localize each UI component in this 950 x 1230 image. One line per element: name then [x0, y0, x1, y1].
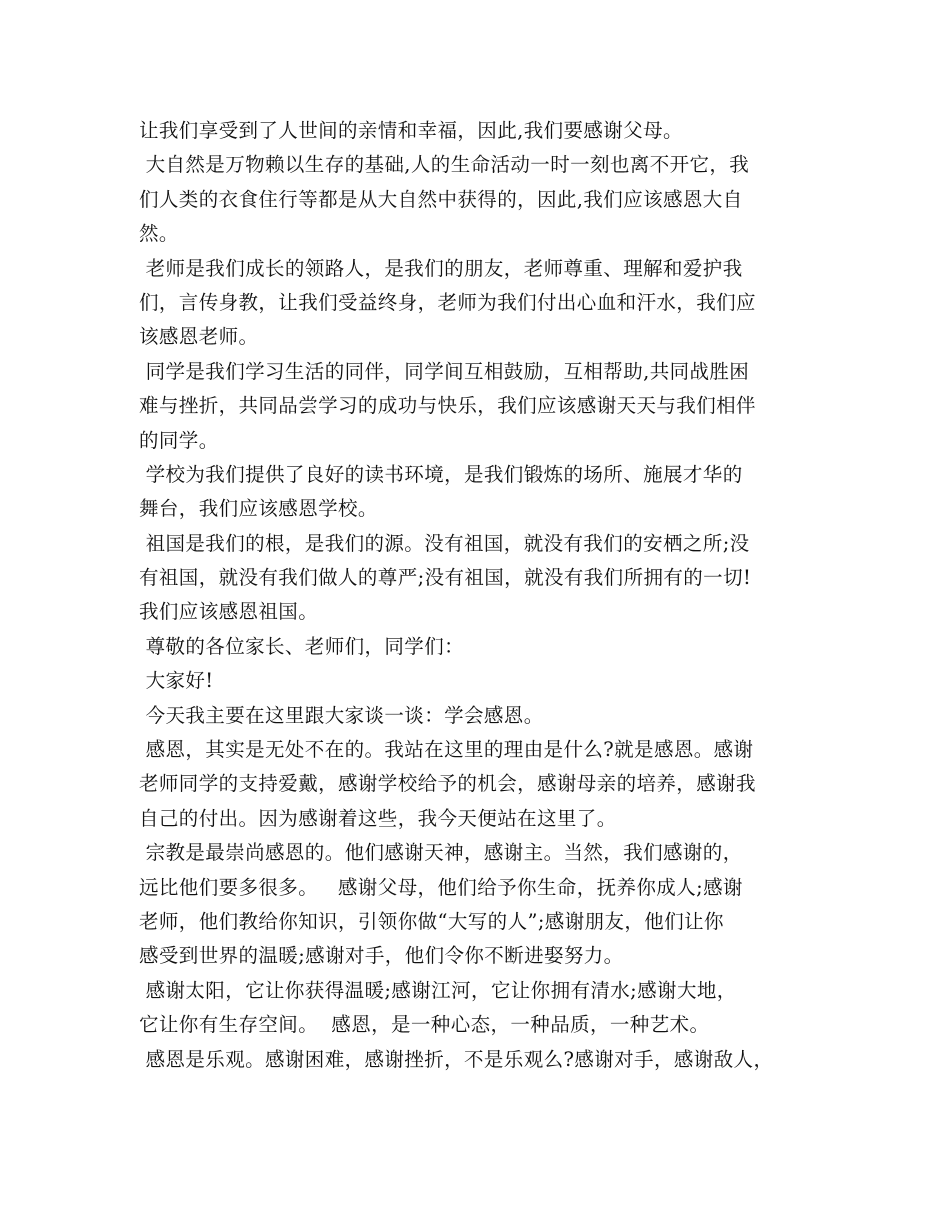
text-line: 宗教是最崇尚感恩的。他们感谢天神，感谢主。当然，我们感谢的，: [139, 841, 743, 865]
text-line: 老师同学的支持爱戴，感谢学校给予的机会，感谢母亲的培养，感谢我: [139, 772, 756, 796]
text-line: 该感恩老师。: [139, 325, 259, 349]
text-line: 我们应该感恩祖国。: [139, 600, 319, 624]
text-line: 老师，他们教给你知识，引领你做“大写的人”;感谢朋友，他们让你: [139, 909, 724, 933]
text-line: 的同学。: [139, 428, 219, 452]
text-line: 们，言传身教，让我们受益终身，老师为我们付出心血和汗水，我们应: [139, 290, 756, 314]
text-line: 远比他们要多很多。 感谢父母，他们给予你生命，抚养你成人;感谢: [139, 875, 743, 899]
text-line: 老师是我们成长的领路人，是我们的朋友，老师尊重、理解和爱护我: [139, 256, 743, 280]
text-line: 有祖国，就没有我们做人的尊严;没有祖国，就没有我们所拥有的一切!: [139, 566, 752, 590]
text-line: 自己的付出。因为感谢着这些，我今天便站在这里了。: [139, 806, 617, 830]
text-line: 感受到世界的温暖;感谢对手，他们令你不断进娶努力。: [139, 944, 624, 968]
text-line: 它让你有生存空间。 感恩，是一种心态，一种品质，一种艺术。: [139, 1013, 710, 1037]
text-line: 然。: [139, 222, 179, 246]
text-line: 难与挫折，共同品尝学习的成功与快乐，我们应该感谢天天与我们相伴: [139, 394, 756, 418]
text-line: 感谢太阳，它让你获得温暖;感谢江河，它让你拥有清水;感谢大地，: [139, 978, 737, 1002]
text-line: 今天我主要在这里跟大家谈一谈：学会感恩。: [139, 703, 544, 727]
text-line: 大家好!: [139, 669, 214, 693]
text-line: 大自然是万物赖以生存的基础,人的生命活动一时一刻也离不开它，我: [139, 153, 750, 177]
text-line: 祖国是我们的根，是我们的源。没有祖国，就没有我们的安栖之所;没: [139, 531, 750, 555]
text-line: 尊敬的各位家长、老师们，同学们：: [139, 634, 464, 658]
text-line: 让我们享受到了人世间的亲情和幸福，因此,我们要感谢父母。: [139, 119, 683, 142]
text-line: 感恩，其实是无处不在的。我站在这里的理由是什么?就是感恩。感谢: [139, 738, 754, 762]
text-line: 感恩是乐观。感谢困难，感谢挫折，不是乐观么?感谢对手，感谢敌人，: [139, 1047, 774, 1071]
text-line: 同学是我们学习生活的同伴，同学间互相鼓励，互相帮助,共同战胜困: [139, 359, 750, 383]
text-line: 舞台，我们应该感恩学校。: [139, 497, 378, 521]
text-line: 们人类的衣食住行等都是从大自然中获得的，因此,我们应该感恩大自: [139, 187, 743, 211]
text-line: 学校为我们提供了良好的读书环境，是我们锻炼的场所、施展才华的: [139, 462, 743, 486]
body-text: [139, 114, 829, 1077]
